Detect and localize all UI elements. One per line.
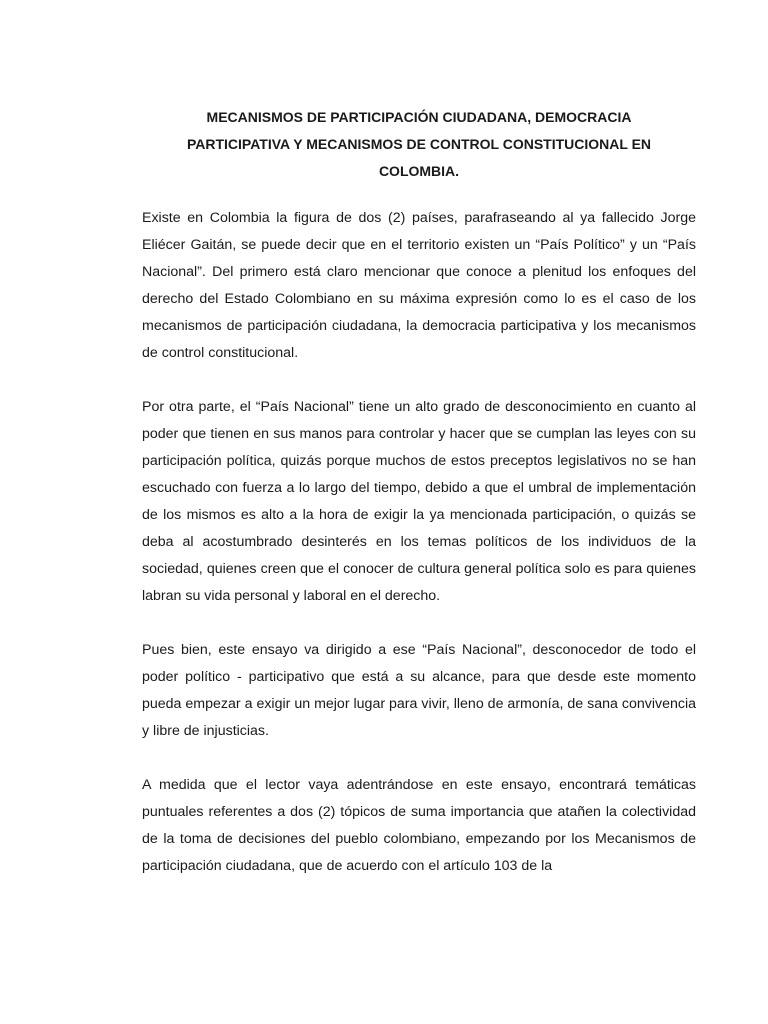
title-line: COLOMBIA. bbox=[378, 163, 460, 179]
title-line: PARTICIPATIVA Y MECANISMOS DE CONTROL CONSTITUCIONAL EN bbox=[186, 136, 652, 152]
title-line: MECANISMOS DE PARTICIPACIÓN CIUDADANA, DEMOCRACIA bbox=[206, 109, 632, 125]
paragraph: Por otra parte, el “País Nacional” tiene un alto grado de desconocimiento en cuanto al poder que tienen en sus manos para controlar y hacer que se cumplan las leyes con su participación política, quizás porque muchos de estos preceptos legislativos no se han escuchado con fuerza a lo largo del tiempo, debido a que el umbral de implementación de los mismos es alto a la hora de exigir la ya mencionada participación, o quizás se deba al acostumbrado desinterés en los temas políticos de los individuos de la sociedad, quienes creen que el conocer de cultura general política solo es para quienes labran su vida personal y laboral en el derecho. bbox=[142, 399, 696, 604]
document-body bbox=[142, 104, 696, 880]
document-title bbox=[142, 104, 696, 185]
paragraph: A medida que el lector vaya adentrándose en este ensayo, encontrará temáticas puntuales referentes a dos (2) tópicos de suma importancia que atañen la colectividad de la toma de decisiones del pueblo colombiano, empezando por los Mecanismos de participación ciudadana, que de acuerdo con el artículo 103 de la bbox=[142, 777, 696, 874]
paragraph: Existe en Colombia la figura de dos (2) países, parafraseando al ya fallecido Jorge Eliécer Gaitán, se puede decir que en el territorio existen un “País Político” y un “País Nacional”. Del primero está claro mencionar que conoce a plenitud los enfoques del derecho del Estado Colombiano en su máxima expresión como lo es el caso de los mecanismos de participación ciudadana, la democracia participativa y los mecanismos de control constitucional. bbox=[142, 210, 696, 361]
paragraph: Pues bien, este ensayo va dirigido a ese “País Nacional”, desconocedor de todo el poder político - participativo que está a su alcance, para que desde este momento pueda empezar a exigir un mejor lugar para vivir, lleno de armonía, de sana convivencia y libre de injusticias. bbox=[142, 642, 696, 739]
